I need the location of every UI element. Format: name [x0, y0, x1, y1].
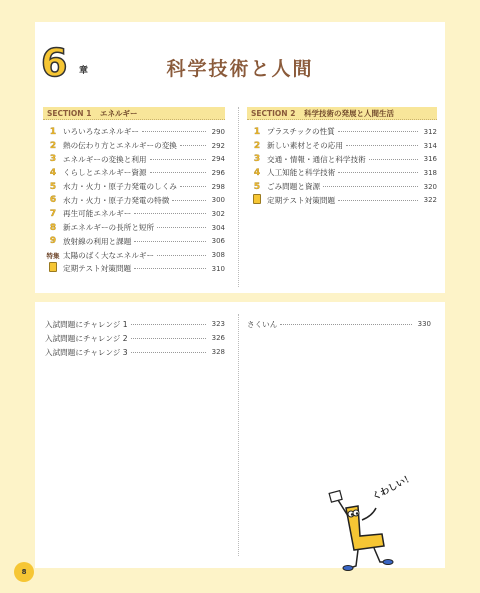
toc-title: 熱の伝わり方とエネルギーの変換	[63, 141, 177, 151]
leader-dots	[346, 145, 418, 146]
toc-title: 放射線の利用と課題	[63, 236, 132, 246]
leader-dots	[131, 324, 206, 325]
toc-row[interactable]	[247, 139, 437, 153]
toc-page: 312	[423, 127, 437, 136]
index-page: 330	[417, 320, 431, 328]
leader-dots	[338, 200, 418, 201]
leader-dots	[142, 131, 206, 132]
toc-title: 新エネルギーの長所と短所	[63, 223, 155, 233]
toc-number: 2	[49, 140, 57, 151]
toc-page: 314	[423, 141, 437, 150]
section-2	[247, 107, 437, 207]
extras-page: 328	[211, 348, 225, 356]
section-2-list	[247, 125, 437, 207]
toc-page: 298	[211, 182, 225, 191]
toc-page: 318	[423, 168, 437, 177]
toc-page: 292	[211, 141, 225, 150]
extras-title: 入試問題にチャレンジ 2	[45, 333, 128, 343]
toc-title: エネルギーの変換と利用	[63, 154, 147, 164]
index-text: さくいん	[247, 319, 278, 329]
toc-row[interactable]	[43, 139, 225, 153]
toc-number: 4	[49, 167, 57, 178]
toc-title: プラスチックの性質	[267, 127, 335, 137]
toc-page: 290	[211, 127, 225, 136]
toc-page: 302	[211, 209, 225, 218]
toc-number: 6	[49, 195, 57, 206]
extras-page: 323	[211, 320, 225, 328]
toc-row[interactable]	[43, 193, 225, 207]
extras-title: 入試問題にチャレンジ 1	[45, 319, 128, 329]
toc-row[interactable]	[43, 248, 225, 262]
toc-number: 5	[49, 181, 57, 192]
toc-number: 9	[49, 236, 57, 247]
toc-row[interactable]	[247, 180, 437, 194]
toc-row[interactable]	[43, 207, 225, 221]
leader-dots	[180, 186, 206, 187]
toc-title: 定期テスト対策問題	[63, 264, 132, 274]
bottom-divider	[238, 314, 239, 556]
toc-title: ごみ問題と資源	[267, 182, 321, 192]
toc-page: 304	[211, 223, 225, 232]
toc-page: 296	[211, 168, 225, 177]
chapter-number: 6	[41, 41, 68, 85]
toc-title: 再生可能エネルギー	[63, 209, 132, 219]
toc-page: 320	[423, 182, 437, 191]
toc-row[interactable]	[247, 193, 437, 207]
toc-row[interactable]	[43, 180, 225, 194]
book-icon	[43, 262, 63, 275]
index-entry-wrap	[247, 317, 431, 331]
section-1-title: エネルギー	[100, 109, 138, 118]
index-entry[interactable]	[247, 317, 431, 331]
mascot-speech: くわしい！	[370, 472, 416, 503]
toc-number: 4	[253, 167, 261, 178]
book-icon-shape	[253, 194, 261, 204]
toc-number: 3	[253, 154, 261, 165]
toc-page: 316	[423, 155, 437, 164]
leader-dots	[134, 213, 206, 214]
chapter-label: 章	[79, 66, 89, 76]
section-2-header[interactable]	[247, 107, 437, 120]
section-2-title: 科学技術の発展と人間生活	[304, 109, 395, 118]
toc-page: 300	[211, 196, 225, 205]
toc-title: いろいろなエネルギー	[63, 127, 139, 137]
leader-dots	[157, 255, 206, 256]
toc-title: 定期テスト対策問題	[267, 195, 336, 205]
toc-title: 交通・情報・通信と科学技術	[267, 154, 366, 164]
toc-row[interactable]	[247, 152, 437, 166]
extras-row[interactable]	[45, 331, 225, 345]
toc-number: 8	[49, 222, 57, 233]
mascot-illustration	[318, 472, 418, 577]
toc-page: 310	[211, 264, 225, 273]
toc-title: 新しい素材とその応用	[267, 141, 343, 151]
toc-title: 水力・火力・原子力発電の特徴	[63, 195, 170, 205]
column-divider	[238, 107, 239, 287]
toc-title: 人工知能と科学技術	[267, 168, 336, 178]
extras-page: 326	[211, 334, 225, 342]
section-1-header[interactable]	[43, 107, 225, 120]
toc-number: 7	[49, 208, 57, 219]
extras-row[interactable]	[45, 317, 225, 331]
leader-dots	[369, 159, 418, 160]
toc-row[interactable]	[43, 166, 225, 180]
toc-title: くらしとエネルギー資源	[63, 168, 147, 178]
leader-dots	[131, 352, 206, 353]
leader-dots	[338, 131, 418, 132]
section-1	[43, 107, 225, 276]
section-1-label: SECTION 1	[47, 109, 92, 118]
toc-row[interactable]	[247, 125, 437, 139]
toc-row[interactable]	[43, 152, 225, 166]
extras-row[interactable]	[45, 345, 225, 359]
leader-dots	[150, 159, 206, 160]
toc-row[interactable]	[43, 235, 225, 249]
toc-number: 特集	[46, 251, 60, 260]
chapter-card	[35, 22, 445, 293]
extras-title: 入試問題にチャレンジ 3	[45, 347, 128, 357]
toc-number: 5	[253, 181, 261, 192]
leader-dots	[157, 227, 206, 228]
toc-number: 2	[253, 140, 261, 151]
leader-dots	[338, 172, 418, 173]
toc-row[interactable]	[43, 221, 225, 235]
toc-row[interactable]	[43, 125, 225, 139]
leader-dots	[134, 268, 206, 269]
toc-row[interactable]	[247, 166, 437, 180]
toc-number: 1	[49, 126, 57, 137]
leader-dots	[172, 200, 206, 201]
leader-dots	[150, 172, 206, 173]
toc-page: 308	[211, 251, 225, 260]
mascot-icon	[318, 478, 418, 573]
toc-page: 294	[211, 155, 225, 164]
toc-page: 306	[211, 237, 225, 246]
toc-title: 太陽のばく大なエネルギー	[63, 250, 155, 260]
chapter-title: 科学技術と人間	[166, 58, 314, 80]
toc-number: 3	[49, 154, 57, 165]
leader-dots	[180, 145, 206, 146]
leader-dots	[131, 338, 206, 339]
leader-dots	[134, 241, 206, 242]
section-1-list	[43, 125, 225, 276]
toc-page: 322	[423, 196, 437, 205]
toc-row[interactable]	[43, 262, 225, 276]
toc-title: 水力・火力・原子力発電のしくみ	[63, 182, 177, 192]
extras-list	[45, 317, 225, 359]
section-2-label: SECTION 2	[251, 109, 296, 118]
toc-number: 1	[253, 126, 261, 137]
page-number: 8	[14, 562, 34, 582]
leader-dots	[280, 324, 412, 325]
leader-dots	[323, 186, 418, 187]
book-icon	[247, 194, 267, 207]
book-icon-shape	[49, 262, 57, 272]
